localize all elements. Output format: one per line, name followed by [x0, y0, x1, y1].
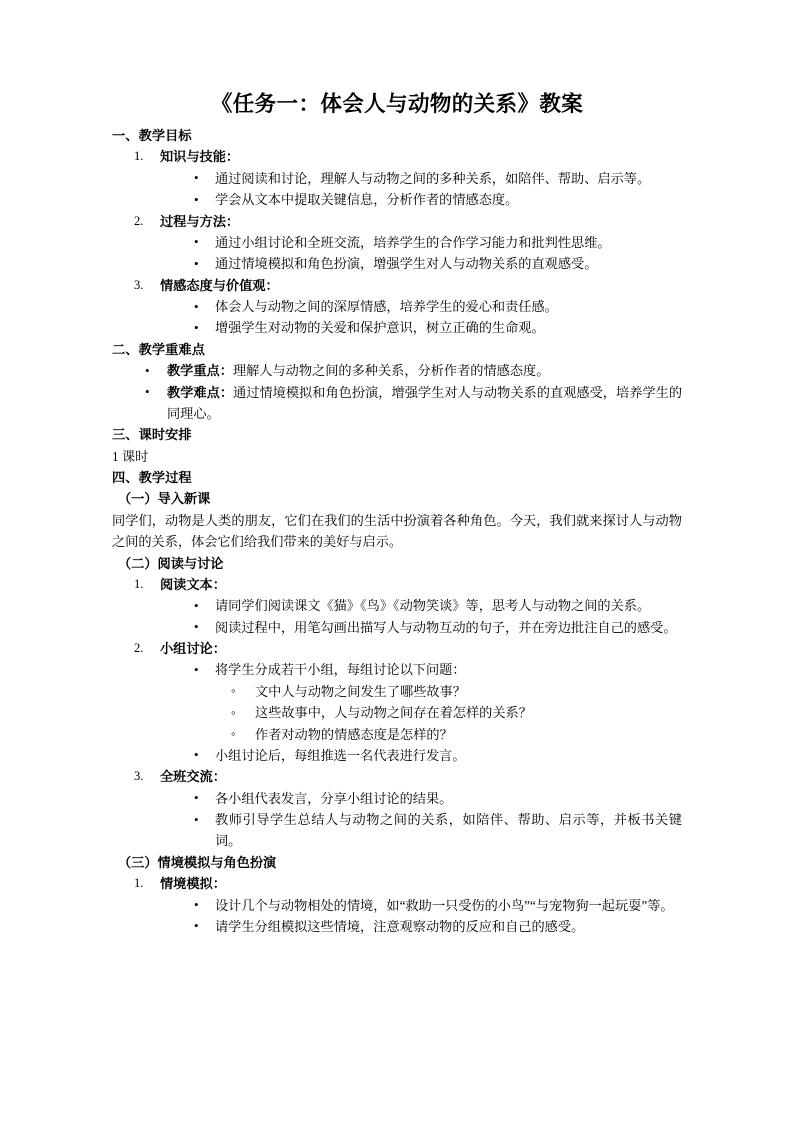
key-point-text: 通过情境模拟和角色扮演，增强学生对人与动物关系的直观感受，培养学生的同理心。: [167, 384, 683, 421]
subsection-heading-part-two: （二）阅读与讨论: [118, 555, 224, 571]
list-item: [112, 638, 682, 659]
list-item-label: 过程与方法：: [160, 213, 240, 229]
objectives-bullets-1: [112, 168, 682, 211]
schedule-text: 1 课时: [112, 448, 149, 464]
part-two-bullets-1: [112, 595, 682, 638]
list-item: • 设计几个与动物相处的情境，如“救助一只受伤的小鸟”“与宠物狗一起玩耍”等。: [112, 895, 682, 916]
part-two-bullets-3: [112, 788, 682, 852]
part-two-bullets-2: [112, 659, 682, 680]
list-item: • 各小组代表发言，分享小组讨论的结果。: [112, 788, 682, 809]
list-item: [112, 146, 682, 167]
list-number: 3.: [134, 277, 144, 292]
list-number: 3.: [134, 769, 144, 784]
part-two-bullets-2-after: [112, 745, 682, 766]
list-item-label: 知识与技能：: [160, 149, 240, 165]
list-item: • 请学生分组模拟这些情境，注意观察动物的反应和自己的感受。: [112, 916, 682, 937]
part-one-paragraph: 同学们，动物是人类的朋友，它们在我们的生活中扮演着各种角色。今天，我们就来探讨人与动物之间的关系，体会它们给我们带来的美好与启示。: [112, 512, 682, 550]
list-number: 2.: [134, 213, 144, 228]
list-item: ◦ 文中人与动物之间发生了哪些故事？: [112, 681, 682, 702]
list-item: [112, 873, 682, 894]
document-body: [112, 90, 682, 937]
list-item: • 学会从文本中提取关键信息，分析作者的情感态度。: [112, 189, 682, 210]
list-item: • 增强学生对动物的关爱和保护意识，树立正确的生命观。: [112, 317, 682, 338]
list-item: • 通过阅读和讨论，理解人与动物之间的多种关系，如陪伴、帮助、启示等。: [112, 168, 682, 189]
list-item: [112, 574, 682, 595]
subsection-heading-part-three: （三）情境模拟与角色扮演: [118, 854, 277, 870]
list-item: • 通过小组讨论和全班交流，培养学生的合作学习能力和批判性思维。: [112, 232, 682, 253]
section-heading-process: 四、教学过程: [112, 470, 192, 486]
section-heading-key-points: 二、教学重难点: [112, 341, 206, 357]
objectives-bullets-2: [112, 232, 682, 275]
part-two-list: [112, 574, 682, 852]
objectives-bullets-3: [112, 296, 682, 339]
part-three-list: [112, 873, 682, 937]
list-item: [112, 211, 682, 232]
list-item: [112, 382, 682, 425]
list-number: 1.: [134, 149, 144, 164]
list-item: [112, 766, 682, 787]
list-number: 1.: [134, 876, 144, 891]
list-item: [112, 275, 682, 296]
list-item: [112, 360, 682, 381]
key-points-list: [112, 360, 682, 424]
part-three-bullets-1: [112, 895, 682, 938]
list-item: ◦ 作者对动物的情感态度是怎样的？: [112, 724, 682, 745]
list-item: • 体会人与动物之间的深厚情感，培养学生的爱心和责任感。: [112, 296, 682, 317]
section-heading-objectives: 一、教学目标: [112, 128, 192, 144]
list-item-label: 阅读文本：: [160, 576, 226, 592]
objectives-list: [112, 146, 682, 338]
list-item: ◦ 这些故事中，人与动物之间存在着怎样的关系？: [112, 702, 682, 723]
list-number: 2.: [134, 641, 144, 656]
part-two-subquestions: [112, 681, 682, 745]
list-item: • 将学生分成若干小组，每组讨论以下问题：: [112, 659, 682, 680]
key-point-text: 理解人与动物之间的多种关系，分析作者的情感态度。: [232, 363, 550, 379]
list-item: • 教师引导学生总结人与动物之间的关系，如陪伴、帮助、启示等，并板书关键词。: [112, 809, 682, 852]
list-number: 1.: [134, 576, 144, 591]
list-item-label: 全班交流：: [160, 769, 226, 785]
list-item: • 小组讨论后，每组推选一名代表进行发言。: [112, 745, 682, 766]
key-point-label: 教学难点：: [167, 384, 234, 400]
key-point-label: 教学重点：: [167, 363, 233, 379]
section-heading-schedule: 三、课时安排: [112, 427, 192, 443]
list-item: • 通过情境模拟和角色扮演，增强学生对人与动物关系的直观感受。: [112, 253, 682, 274]
page-title: 《任务一：体会人与动物的关系》教案: [210, 92, 584, 116]
list-item-label: 情境模拟：: [160, 876, 226, 892]
list-item-label: 小组讨论：: [160, 641, 226, 657]
list-item: • 请同学们阅读课文《猫》《鸟》《动物笑谈》等，思考人与动物之间的关系。: [112, 595, 682, 616]
list-item-label: 情感态度与价值观：: [160, 277, 279, 293]
list-item: • 阅读过程中，用笔勾画出描写人与动物互动的句子，并在旁边批注自己的感受。: [112, 617, 682, 638]
subsection-heading-part-one: （一）导入新课: [118, 491, 211, 507]
